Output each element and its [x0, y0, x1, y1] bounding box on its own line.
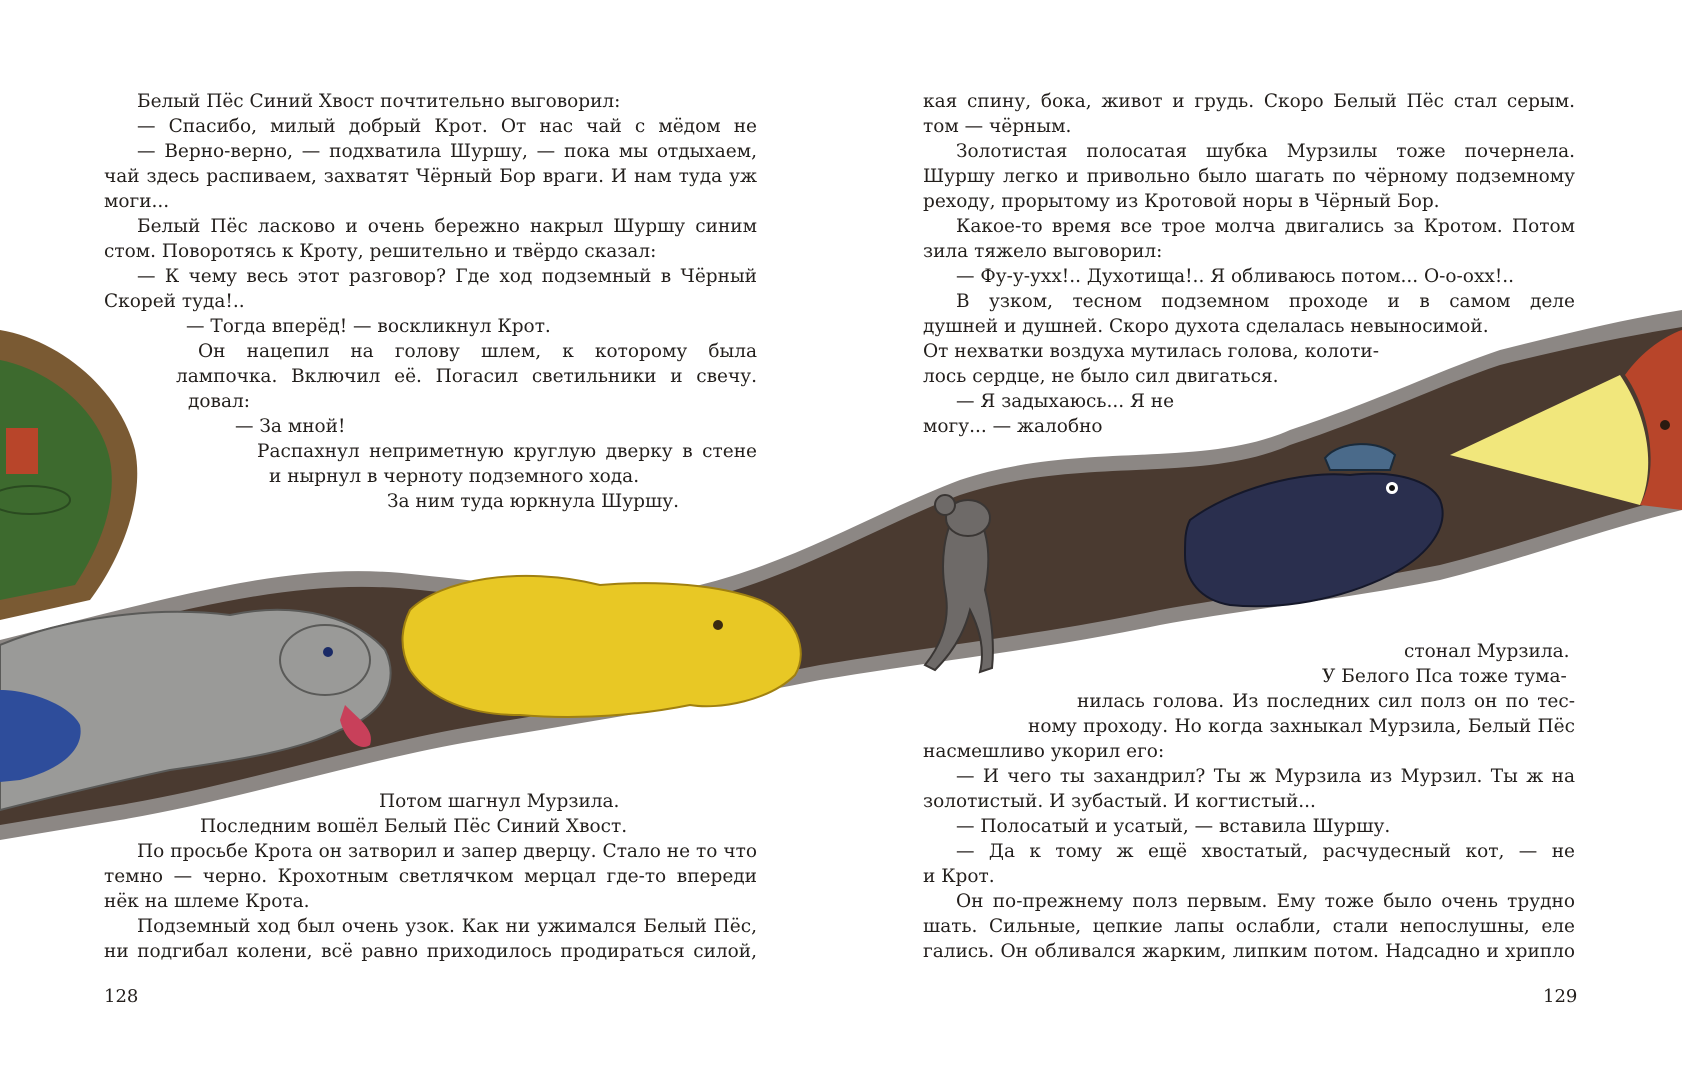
- text-line: реходу, прорытому из Кротовой норы в Чёрный Бор.: [923, 191, 1440, 212]
- text-line: — И чего ты захандрил? Ты ж Мурзила из Мурзил. Ты ж на: [956, 766, 1575, 787]
- text-line: стом. Поворотясь к Кроту, решительно и твёрдо сказал:: [104, 241, 657, 262]
- text-line: У Белого Пса тоже тума-: [1322, 666, 1567, 687]
- text-line: ни подгибал колени, всё равно приходилось продираться силой,: [104, 941, 757, 962]
- text-line: — Тогда вперёд! — воскликнул Крот.: [186, 316, 551, 337]
- text-line: золотистый. И зубастый. И когтистый...: [923, 791, 1316, 812]
- text-line: От нехватки воздуха мутилась голова, колоти-: [923, 341, 1379, 362]
- text-line: Потом шагнул Мурзила.: [379, 791, 620, 812]
- text-line: Шуршу легко и привольно было шагать по чёрному подземному: [923, 166, 1575, 187]
- text-line: Он по-прежнему полз первым. Ему тоже было очень трудно: [956, 891, 1575, 912]
- text-line: могу... — жалобно: [923, 416, 1103, 437]
- text-line: ному проходу. Но когда захныкал Мурзила, Белый Пёс: [1028, 716, 1575, 737]
- text-line: Золотистая полосатая шубка Мурзилы тоже почернела.: [956, 141, 1575, 162]
- text-line: гались. Он обливался жарким, липким потом. Надсадно и хрипло: [923, 941, 1575, 962]
- text-line: лампочка. Включил её. Погасил светильники и свечу.: [176, 366, 757, 387]
- text-line: моги...: [104, 191, 170, 212]
- text-line: Белый Пёс ласково и очень бережно накрыл Шуршу синим: [137, 216, 757, 237]
- page-number-left: 128: [104, 986, 139, 1007]
- text-line: лось сердце, не было сил двигаться.: [923, 366, 1279, 387]
- text-line: — Полосатый и усатый, — вставила Шуршу.: [956, 816, 1391, 837]
- text-line: и Крот.: [923, 866, 995, 887]
- text-line: темно — черно. Крохотным светлячком мерцал где-то впереди: [104, 866, 757, 887]
- text-line: — Верно-верно, — подхватила Шуршу, — пока мы отдыхаем,: [137, 141, 757, 162]
- text-line: довал:: [188, 391, 250, 412]
- golden-cat: [403, 576, 801, 717]
- text-line: Он нацепил на голову шлем, к которому была: [198, 341, 757, 362]
- text-line: Белый Пёс Синий Хвост почтительно выговорил:: [137, 91, 621, 112]
- text-line: кая спину, бока, живот и грудь. Скоро Белый Пёс стал серым.: [923, 91, 1575, 112]
- text-line: — За мной!: [235, 416, 346, 437]
- text-line: По просьбе Крота он затворил и запер дверцу. Стало не то что: [137, 841, 757, 862]
- text-line: нёк на шлеме Крота.: [104, 891, 310, 912]
- text-line: насмешливо укорил его:: [923, 741, 1165, 762]
- text-line: чай здесь распиваем, захватят Чёрный Бор враги. И нам туда уж: [104, 166, 757, 187]
- text-line: — Я задыхаюсь... Я не: [956, 391, 1175, 412]
- text-line: — Да к тому ж ещё хвостатый, расчудесный кот, — не: [956, 841, 1575, 862]
- door-keyhole: [1660, 420, 1670, 430]
- text-line: В узком, тесном подземном проходе и в самом деле: [956, 291, 1575, 312]
- text-line: зила тяжело выговорил:: [923, 241, 1163, 262]
- burrow-room: [0, 330, 137, 620]
- text-line: — Фу-у-ухх!.. Духотища!.. Я обливаюсь потом... О-о-охх!..: [956, 266, 1515, 287]
- text-line: Какое-то время все трое молча двигались за Кротом. Потом: [956, 216, 1575, 237]
- text-line: — Спасибо, милый добрый Крот. От нас чай с мёдом не: [137, 116, 757, 137]
- text-line: Распахнул неприметную круглую дверку в стене: [257, 441, 757, 462]
- text-line: Последним вошёл Белый Пёс Синий Хвост.: [200, 816, 628, 837]
- text-line: нилась голова. Из последних сил полз он по тес-: [1077, 691, 1575, 712]
- text-line: Подземный ход был очень узок. Как ни ужимался Белый Пёс,: [137, 916, 757, 937]
- page-number-right: 129: [1543, 986, 1578, 1007]
- text-line: За ним туда юркнула Шуршу.: [387, 491, 679, 512]
- text-line: шать. Сильные, цепкие лапы ослабли, стали непослушны, еле: [923, 916, 1575, 937]
- text-line: Скорей туда!..: [104, 291, 245, 312]
- text-line: — К чему весь этот разговор? Где ход подземный в Чёрный: [137, 266, 757, 287]
- text-line: душней и душней. Скоро духота сделалась невыносимой.: [923, 316, 1489, 337]
- text-line: и нырнул в черноту подземного хода.: [269, 466, 640, 487]
- text-line: том — чёрным.: [923, 116, 1072, 137]
- text-line: стонал Мурзила.: [1404, 641, 1570, 662]
